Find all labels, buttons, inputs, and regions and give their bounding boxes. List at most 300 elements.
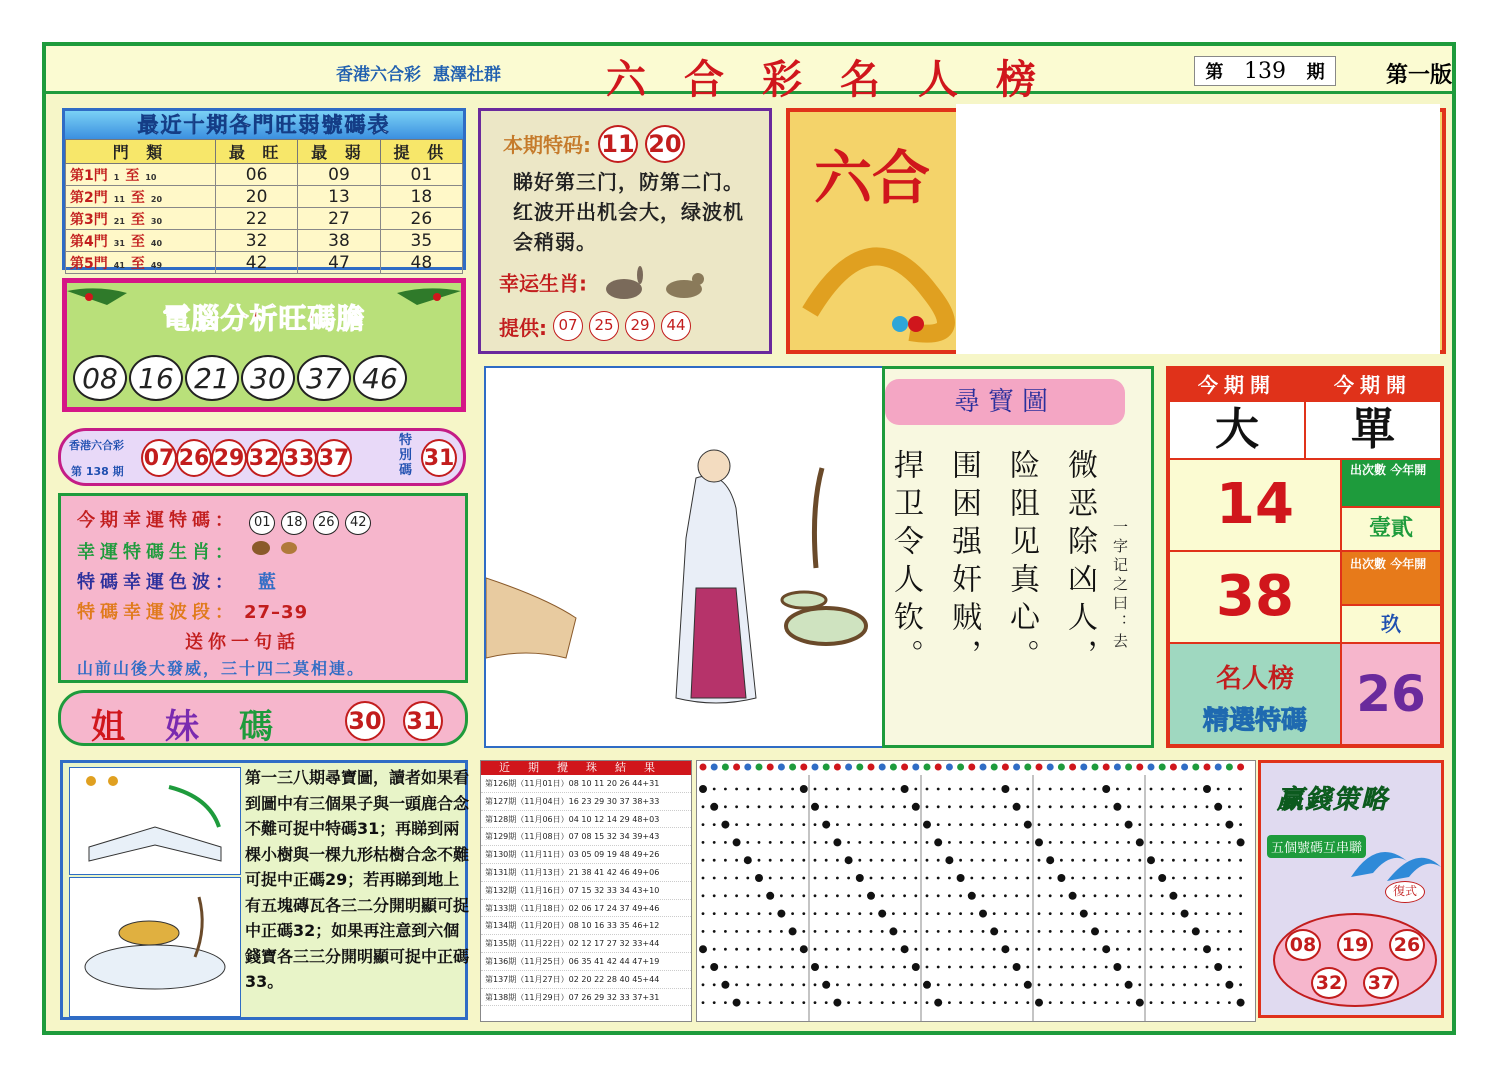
grid-dot	[993, 948, 996, 951]
ball-color-dot	[912, 764, 919, 771]
lucky-row-6: 山前山後大發威，三十四二莫相連。	[77, 659, 366, 678]
row-category: 第5門 41 至 49	[66, 252, 216, 274]
grid-dot	[1127, 1001, 1130, 1004]
col-header: 最 弱	[298, 140, 380, 164]
grid-dot	[724, 912, 727, 915]
grid-dot	[903, 859, 906, 862]
grid-dot	[847, 966, 850, 969]
grid-dot	[791, 859, 794, 862]
grid-dot	[1105, 823, 1108, 826]
grid-dot	[1194, 983, 1197, 986]
grid-dot	[1105, 930, 1108, 933]
grid-dot	[923, 821, 931, 829]
grid-dot	[1049, 823, 1052, 826]
grid-dot	[937, 788, 940, 791]
grid-dot	[948, 1001, 951, 1004]
ball-color-dot	[1226, 764, 1233, 771]
grid-dot	[937, 966, 940, 969]
grid-dot	[881, 859, 884, 862]
grid-dot	[1194, 966, 1197, 969]
grid-dot	[1015, 877, 1018, 880]
grid-dot	[881, 841, 884, 844]
grid-dot	[948, 805, 951, 808]
grid-dot	[1038, 966, 1041, 969]
history-row: 第128期（11月06日）04 10 12 14 29 48+03	[481, 811, 691, 829]
strategy-number: 19	[1337, 929, 1373, 961]
grid-dot	[724, 841, 727, 844]
grid-dot	[814, 948, 817, 951]
grid-dot	[699, 785, 707, 793]
grid-dot	[1172, 877, 1175, 880]
grid-dot	[1239, 877, 1242, 880]
grid-dot	[959, 859, 962, 862]
grid-dot	[892, 966, 895, 969]
stat-header: 今期開	[1169, 369, 1305, 401]
special-ring: 11	[598, 125, 638, 163]
provide-number: 29	[625, 311, 655, 341]
lucky-number: 16	[129, 355, 183, 401]
grid-dot	[1026, 788, 1029, 791]
grid-dot	[937, 912, 940, 915]
grid-dot	[1172, 805, 1175, 808]
grid-dot	[802, 805, 805, 808]
history-row: 第136期（11月25日）06 35 41 42 44 47+19	[481, 953, 691, 971]
header-org	[336, 60, 501, 85]
grid-dot	[724, 877, 727, 880]
grid-dot	[1094, 788, 1097, 791]
grid-dot	[1102, 945, 1110, 953]
grid-dot	[702, 983, 705, 986]
provide-number: 44	[661, 311, 691, 341]
ball-color-dot	[1047, 764, 1054, 771]
grid-dot	[1038, 788, 1041, 791]
grid-dot	[1105, 894, 1108, 897]
ball-color-dot	[879, 764, 886, 771]
grid-dot	[1150, 983, 1153, 986]
lucky-row-5: 送你一句話	[185, 632, 300, 653]
grid-dot	[1161, 859, 1164, 862]
grid-dot	[746, 948, 749, 951]
grid-dot	[1004, 912, 1007, 915]
grid-dot	[970, 877, 973, 880]
table-row	[66, 252, 463, 274]
grid-dot	[1094, 841, 1097, 844]
grid-dot	[1217, 894, 1220, 897]
grid-dot	[1026, 805, 1029, 808]
grid-dot	[1015, 894, 1018, 897]
grid-dot	[903, 877, 906, 880]
grid-dot	[1026, 912, 1029, 915]
grid-dot	[1060, 1001, 1063, 1004]
ball-color-dot	[856, 764, 863, 771]
grid-dot	[948, 894, 951, 897]
grid-dot	[858, 948, 861, 951]
grid-dot	[948, 912, 951, 915]
grid-dot	[746, 1001, 749, 1004]
grid-dot	[912, 803, 920, 811]
grid-dot	[1026, 930, 1029, 933]
grid-dot	[721, 981, 729, 989]
history-row: 第131期（11月13日）21 38 41 42 46 49+06	[481, 864, 691, 882]
grid-dot	[1116, 894, 1119, 897]
grid-dot	[1015, 983, 1018, 986]
provide-number: 25	[589, 311, 619, 341]
grid-dot	[1024, 981, 1032, 989]
grid-dot	[1026, 948, 1029, 951]
grid-dot	[802, 1001, 805, 1004]
grid-dot	[1138, 912, 1141, 915]
grid-dot	[710, 803, 718, 811]
grid-dot	[1071, 1001, 1074, 1004]
grid-dot	[1049, 912, 1052, 915]
zodiac-icons	[249, 536, 299, 558]
cell-strong: 42	[215, 252, 297, 274]
grid-dot	[822, 821, 830, 829]
grid-dot	[1116, 930, 1119, 933]
grid-dot	[912, 963, 920, 971]
history-title: 近期攪珠結果	[481, 761, 691, 775]
grid-dot	[982, 983, 985, 986]
grid-dot	[1127, 966, 1130, 969]
grid-dot	[901, 785, 909, 793]
grid-dot	[780, 823, 783, 826]
grid-dot	[937, 859, 940, 862]
grid-dot	[836, 983, 839, 986]
grid-dot	[1217, 912, 1220, 915]
lucky-row-2: 幸運特碼生肖：	[77, 536, 299, 564]
grid-dot	[1004, 983, 1007, 986]
grid-dot	[802, 930, 805, 933]
scholar-illustration	[486, 368, 884, 746]
grid-dot	[825, 788, 828, 791]
grid-dot	[1161, 823, 1164, 826]
grid-dot	[1015, 930, 1018, 933]
grid-dot	[733, 838, 741, 846]
grid-dot	[1026, 877, 1029, 880]
grid-dot	[948, 788, 951, 791]
cell-weak: 47	[298, 252, 380, 274]
grid-dot	[1035, 838, 1043, 846]
row-category: 第4門 31 至 40	[66, 230, 216, 252]
grid-dot	[881, 966, 884, 969]
grid-dot	[791, 912, 794, 915]
grid-dot	[870, 805, 873, 808]
grid-dot	[758, 966, 761, 969]
history-row: 第126期（11月01日）08 10 11 20 26 44+31	[481, 775, 691, 793]
grid-dot	[1116, 983, 1119, 986]
grid-dot	[1060, 894, 1063, 897]
col-header: 提 供	[380, 140, 462, 164]
grid-dot	[833, 838, 841, 846]
grid-dot	[937, 805, 940, 808]
grid-dot	[1082, 948, 1085, 951]
grid-dot	[780, 805, 783, 808]
ball-color-dot	[744, 764, 751, 771]
grid-dot	[1172, 983, 1175, 986]
grid-dot	[735, 912, 738, 915]
ball-color-dot	[823, 764, 830, 771]
cell-provide: 26	[380, 208, 462, 230]
grid-dot	[1183, 805, 1186, 808]
sister-number: 30	[345, 701, 385, 741]
grid-dot	[746, 966, 749, 969]
lucky-ring: 18	[281, 511, 307, 535]
grid-dot	[1239, 859, 1242, 862]
grid-dot	[1206, 930, 1209, 933]
grid-dot	[1228, 1001, 1231, 1004]
grid-dot	[755, 874, 763, 882]
grid-dot	[993, 841, 996, 844]
grid-dot	[1239, 966, 1242, 969]
grid-dot	[769, 859, 772, 862]
grid-dot	[1194, 805, 1197, 808]
grid-dot	[1138, 877, 1141, 880]
grid-dot	[802, 877, 805, 880]
grid-dot	[1094, 894, 1097, 897]
grid-dot	[948, 948, 951, 951]
table-row	[66, 164, 463, 186]
grid-dot	[702, 859, 705, 862]
grid-dot	[769, 930, 772, 933]
grid-dot	[1150, 1001, 1153, 1004]
grid-dot	[758, 859, 761, 862]
grid-dot	[780, 894, 783, 897]
grid-dot	[721, 821, 729, 829]
grid-dot	[1094, 859, 1097, 862]
grid-dot	[881, 823, 884, 826]
dolphin-icon	[1347, 837, 1443, 885]
cell-strong: 22	[215, 208, 297, 230]
grid-dot	[713, 948, 716, 951]
grid-dot	[1069, 892, 1077, 900]
ball-color-dot	[778, 764, 785, 771]
grid-dot	[1049, 948, 1052, 951]
grid-dot	[982, 966, 985, 969]
result-number: 29	[211, 439, 247, 477]
grid-dot	[1150, 841, 1153, 844]
grid-dot	[1203, 785, 1211, 793]
lucky-number: 21	[185, 355, 239, 401]
ball-color-dot	[1170, 764, 1177, 771]
grid-dot	[1183, 1001, 1186, 1004]
grid-dot	[1127, 877, 1130, 880]
issue-prefix: 第	[1205, 62, 1224, 83]
grid-dot	[1038, 948, 1041, 951]
grid-dot	[836, 788, 839, 791]
grid-dot	[1046, 856, 1054, 864]
grid-dot	[847, 805, 850, 808]
grid-dot	[1136, 999, 1144, 1007]
grid-dot	[702, 1001, 705, 1004]
edition-label: 第一版	[1386, 62, 1453, 88]
stat-number: 38	[1169, 551, 1341, 643]
history-row: 第137期（11月27日）02 20 22 28 40 45+44	[481, 971, 691, 989]
lucky-number: 46	[353, 355, 407, 401]
grid-dot	[870, 948, 873, 951]
grid-dot	[822, 981, 830, 989]
cell-weak: 27	[298, 208, 380, 230]
grid-dot	[1038, 983, 1041, 986]
grid-dot	[713, 983, 716, 986]
grid-dot	[802, 894, 805, 897]
grid-dot	[982, 948, 985, 951]
grid-dot	[993, 877, 996, 880]
grid-dot	[713, 912, 716, 915]
grid-dot	[1150, 912, 1153, 915]
grid-dot	[847, 948, 850, 951]
grid-dot	[1138, 983, 1141, 986]
grid-dot	[791, 841, 794, 844]
special-title: 本期特码: 11 20	[503, 125, 685, 163]
grid-dot	[1116, 788, 1119, 791]
grid-dot	[1038, 823, 1041, 826]
grid-dot	[1105, 966, 1108, 969]
grid-dot	[780, 966, 783, 969]
grid-dot	[710, 963, 718, 971]
strategy-number: 26	[1389, 929, 1425, 961]
ball-color-dot	[946, 764, 953, 771]
grid-dot	[858, 966, 861, 969]
grid-dot	[735, 823, 738, 826]
grid-dot	[1071, 841, 1074, 844]
grid-dot	[959, 948, 962, 951]
grid-dot	[1116, 948, 1119, 951]
sister-code-box	[58, 690, 468, 746]
treasure-scene-image	[484, 366, 886, 748]
grid-dot	[1183, 966, 1186, 969]
grid-dot	[926, 877, 929, 880]
grid-dot	[968, 892, 976, 900]
grid-dot	[1071, 966, 1074, 969]
history-table	[480, 760, 692, 1022]
grid-dot	[1082, 841, 1085, 844]
special-number: 31	[421, 439, 457, 477]
grid-dot	[1001, 785, 1009, 793]
strategy-format: 復式	[1385, 881, 1425, 903]
grid-dot	[1169, 892, 1177, 900]
history-row: 第138期（11月29日）07 26 29 32 33 37+31	[481, 989, 691, 1007]
grid-dot	[948, 983, 951, 986]
grid-dot	[780, 788, 783, 791]
grid-dot	[780, 859, 783, 862]
grid-dot	[948, 841, 951, 844]
grid-dot	[1082, 877, 1085, 880]
grid-dot	[1094, 912, 1097, 915]
ball-color-dot	[733, 764, 740, 771]
grid-dot	[1049, 805, 1052, 808]
grid-dot	[735, 788, 738, 791]
grid-dot	[1161, 983, 1164, 986]
grid-dot	[1060, 930, 1063, 933]
grid-dot	[858, 983, 861, 986]
grid-dot	[959, 805, 962, 808]
grid-dot	[1004, 859, 1007, 862]
grid-dot	[791, 877, 794, 880]
grid-dot	[1105, 1001, 1108, 1004]
grid-dot	[1105, 983, 1108, 986]
grid-dot	[957, 874, 965, 882]
grid-dot	[1060, 912, 1063, 915]
grid-dot	[847, 788, 850, 791]
special-ring: 20	[645, 125, 685, 163]
grid-dot	[847, 877, 850, 880]
table-grid	[65, 139, 463, 274]
history-row: 第135期（11月22日）02 12 17 27 32 33+44	[481, 935, 691, 953]
grid-dot	[1049, 1001, 1052, 1004]
computer-title: 電腦分析旺碼膽	[162, 302, 366, 335]
grid-dot	[724, 859, 727, 862]
grid-dot	[1138, 805, 1141, 808]
grid-dot	[1217, 983, 1220, 986]
grid-dot	[769, 841, 772, 844]
grid-dot	[870, 930, 873, 933]
grid-dot	[903, 823, 906, 826]
strong-weak-table	[62, 108, 466, 273]
ball-color-dot	[767, 764, 774, 771]
grid-dot	[780, 877, 783, 880]
ball-color-dot	[1237, 764, 1244, 771]
grid-dot	[881, 877, 884, 880]
grid-dot	[1094, 1001, 1097, 1004]
grid-dot	[791, 823, 794, 826]
grid-dot	[1060, 948, 1063, 951]
grid-dot	[1049, 877, 1052, 880]
grid-dot	[1206, 823, 1209, 826]
grid-dot	[814, 1001, 817, 1004]
grid-dot	[914, 894, 917, 897]
grid-dot	[1183, 894, 1186, 897]
grid-dot	[959, 1001, 962, 1004]
grid-dot	[1071, 877, 1074, 880]
grid-dot	[791, 894, 794, 897]
grid-dot	[858, 788, 861, 791]
grid-dot	[982, 841, 985, 844]
ball-color-dot	[800, 764, 807, 771]
treasure-title: 尋寶圖	[885, 379, 1125, 425]
lucky-ring: 42	[345, 511, 371, 535]
grid-dot	[814, 823, 817, 826]
grid-dot	[948, 930, 951, 933]
stat-label: 出次數 今年開	[1341, 551, 1441, 605]
strategy-box	[1258, 760, 1444, 1018]
grid-dot	[892, 823, 895, 826]
grid-dot	[982, 788, 985, 791]
grid-dot	[1049, 983, 1052, 986]
grid-dot	[970, 948, 973, 951]
grid-dot	[1127, 805, 1130, 808]
grid-dot	[1194, 948, 1197, 951]
grid-dot	[1082, 823, 1085, 826]
grid-dot	[892, 948, 895, 951]
grid-dot	[802, 912, 805, 915]
grid-dot	[1239, 805, 1242, 808]
result-label-1: 香港六合彩	[69, 439, 124, 452]
strategy-number: 37	[1363, 967, 1399, 999]
result-number: 37	[316, 439, 352, 477]
grid-dot	[724, 930, 727, 933]
grid-dot	[746, 841, 749, 844]
grid-dot	[1181, 910, 1189, 918]
grid-dot	[1071, 912, 1074, 915]
grid-dot	[881, 983, 884, 986]
grid-dot	[1125, 821, 1133, 829]
grid-dot	[1239, 983, 1242, 986]
zodiac-rabbit-icon	[594, 265, 714, 305]
grid-dot	[948, 966, 951, 969]
grid-dot	[1004, 841, 1007, 844]
grid-dot	[870, 788, 873, 791]
grid-dot	[889, 927, 897, 935]
